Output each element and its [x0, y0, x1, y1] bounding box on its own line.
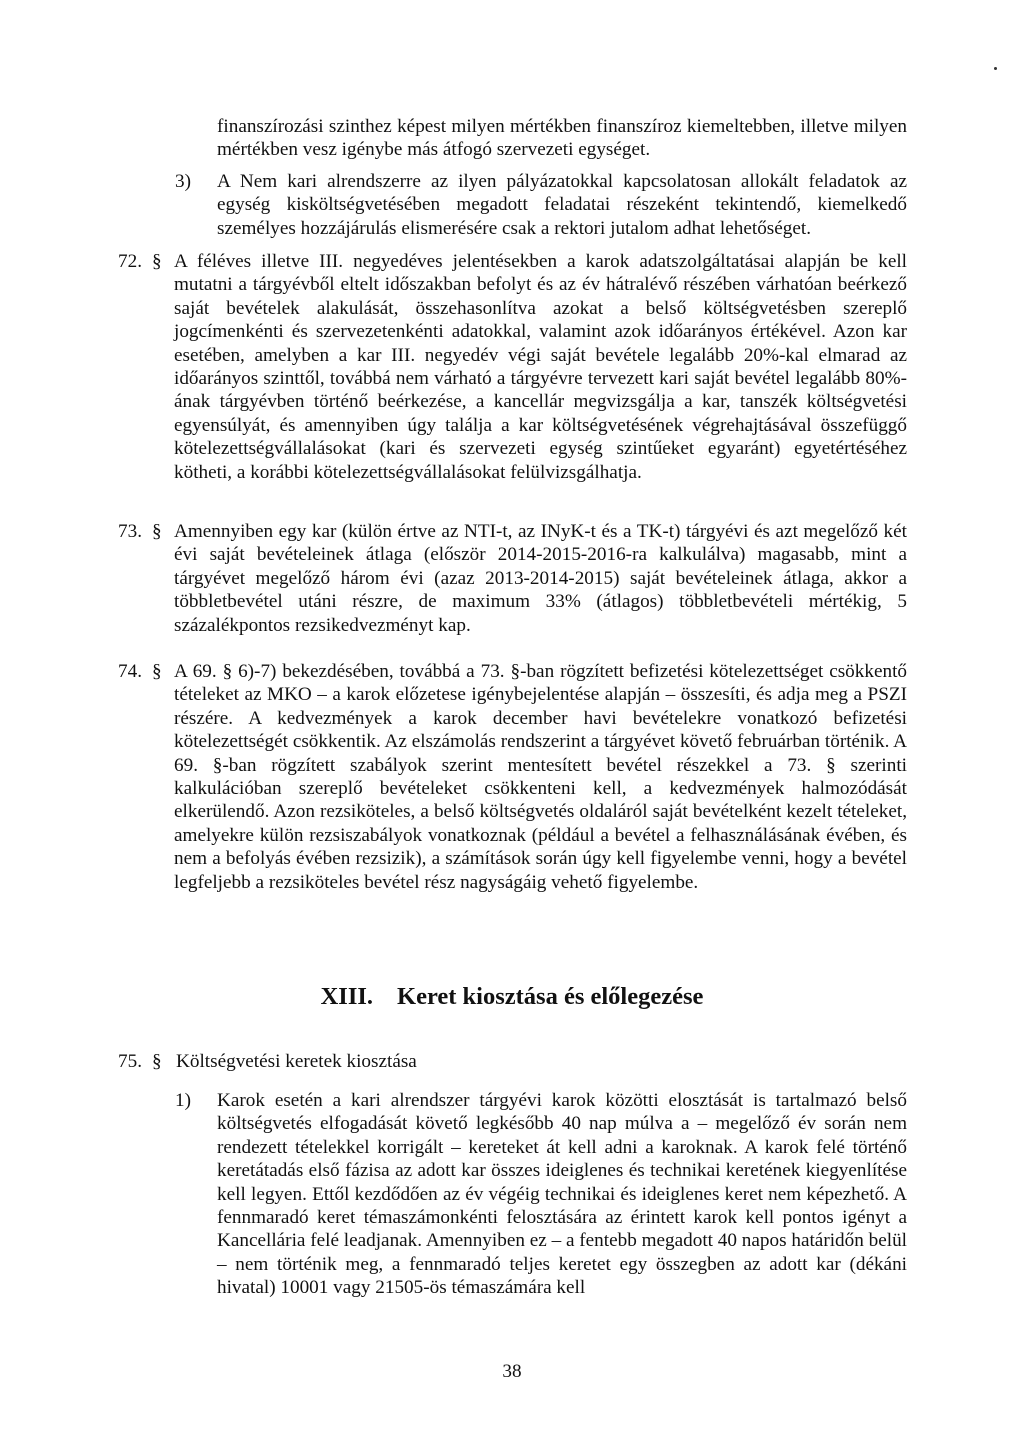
chapter-heading: [0, 982, 1024, 1012]
page-number: 38: [502, 1361, 522, 1382]
chapter-number: XIII.: [320, 983, 374, 1010]
paragraph-continuation: finanszírozási szinthez képest milyen mértékben finanszíroz kiemeltebben, illetve milyen mértékben vesz igénybe más átfogó szervezeti egységet.: [217, 116, 907, 161]
section-number-74: 74.: [118, 661, 142, 682]
section-sign-72: §: [152, 251, 162, 272]
section-number-75: 75.: [118, 1051, 142, 1072]
section-sign-73: §: [152, 521, 162, 542]
paragraph-75-item-1: Karok esetén a kari alrendszer tárgyévi karok közötti elosztását is tartalmazó belső költségvetés elfogadását követő legkésőbb 40 nap múlva a – megelőző év során nem rendezett tételekkel korrigált – kereteket át kell adni a karoknak. A karok felé történő keretátadás első fázisa az adott kar összes ideiglenes és technikai keretének kiegyenlítése kell legyen. Ettől kezdődően az év végéig technikai és ideiglenes keret nem képezhető. A fennmaradó keret témaszámonkénti felosztására az érintett karok kell pontos igényt a Kancellária felé leadjanak. Amennyiben ez – a fentebb megadott 40 napos határidőn belül – nem történik meg, a fennmaradó teljes keretet egy összegben az adott kar (dékáni hivatal) 10001 vagy 21505-ös témaszámára kell: [217, 1090, 907, 1299]
chapter-title: Keret kiosztása és előlegezése: [397, 983, 704, 1010]
item-number-3: 3): [175, 171, 191, 192]
section-sign-75: §: [152, 1051, 162, 1072]
paragraph-74: A 69. § 6)-7) bekezdésében, továbbá a 73. §-ban rögzített befizetési kötelezettséget csökkentő tételeket az MKO – a karok előzetese igénybejelentése alapján – összesíti, és adja meg a PSZI részére. A kedvezmények a karok december havi bevételekre vonatkozó befizetési kötelezettségét csökkentik. Az elszámolás rendszerint a tárgyévet követő februárban történik. A 69. §-ban rögzített szabályok szerint mentesített bevétel részekkel a 73. § szerinti kalkulációban szereplő bevételeket csökkenteni kell, a kedvezmények halmozódását elkerülendő. Azon rezsiköteles, a belső költségvetés oldaláról saját bevételként kezelt tételeket, amelyekre külön rezsiszabályok vonatkoznak (például a bevétel a felhasználásának évében, és nem a befolyás évében rezsizik), a számítások során úgy kell figyelembe venni, hogy a bevétel legfeljebb a rezsiköteles bevétel rész nagyságáig vehető figyelembe.: [174, 661, 907, 893]
paragraph-item-3: A Nem kari alrendszerre az ilyen pályázatokkal kapcsolatosan allokált feladatok az egység kisköltségvetésében megadott feladatai részeként tekintendő, kiemelkedő személyes hozzájárulás elismerésére csak a rektori jutalom adhat lehetőséget.: [217, 171, 907, 239]
item-number-1: 1): [175, 1090, 191, 1111]
section-number-72: 72.: [118, 251, 142, 272]
paragraph-73: Amennyiben egy kar (külön értve az NTI-t, az INyK-t és a TK-t) tárgyévi és azt megelőző két évi saját bevételeinek átlaga (először 2014-2015-2016-ra kalkulálva) magasabb, mint a tárgyévet megelőző három évi (azaz 2013-2014-2015) saját bevételeinek átlaga, akkor a többletbevétel utáni részre, de maximum 33% (átlagos) többletbevételi mértékig, 5 százalékpontos rezsikedvezményt kap.: [174, 521, 907, 636]
section-sign-74: §: [152, 661, 162, 682]
section-title-75: Költségvetési keretek kiosztása: [176, 1051, 417, 1072]
paragraph-72: A féléves illetve III. negyedéves jelentésekben a karok adatszolgáltatásai alapján be kell mutatni a tárgyévből eltelt időszakban befolyt és az év hátralévő részében várhatóan beérkező saját bevételek alakulását, összehasonlítva azokat a belső költségvetésben szereplő jogcímenkénti és szervezetenkénti adatokkal, valamint azok időarányos értékével. Azon kar esetében, amelyben a kar III. negyedév végi saját bevétele legalább 20%-kal elmarad az időarányos szinttől, továbbá nem várható a tárgyévre tervezett kari saját bevétel legalább 80%-ának tárgyévben történő beérkezése, a kancellár megvizsgálja a kar, tanszék költségvetési egyensúlyát, és amennyiben úgy találja a kar költségvetésének végrehajtásával összefüggő kötelezettségvállalásokat (kari és szervezeti egység szintűeket egyaránt) egyetértéséhez kötheti, a korábbi kötelezettségvállalásokat felülvizsgálhatja.: [174, 251, 907, 483]
section-number-73: 73.: [118, 521, 142, 542]
scan-speck: [994, 67, 997, 70]
